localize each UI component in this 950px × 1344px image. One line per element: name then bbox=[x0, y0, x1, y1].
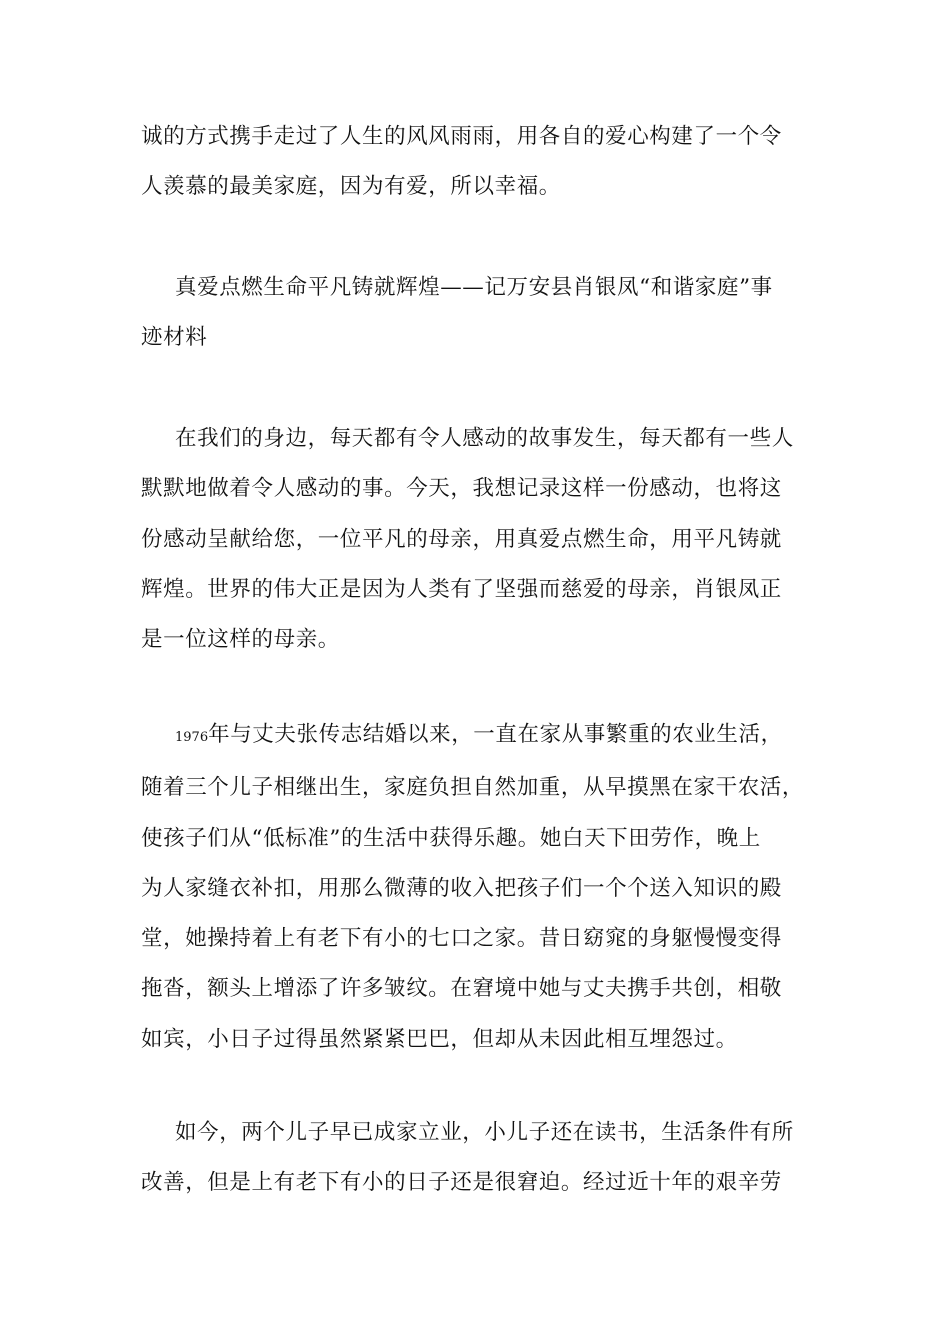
text-line: 是一位这样的母亲。 bbox=[141, 627, 340, 653]
text-line: 如宾，小日子过得虽然紧紧巴巴，但却从未因此相互埋怨过。 bbox=[141, 1026, 738, 1052]
text-line: 堂，她操持着上有老下有小的七口之家。昔日窈窕的身躯慢慢变得 bbox=[141, 926, 782, 952]
text-line: 默默地做着令人感动的事。今天，我想记录这样一份感动，也将这 bbox=[141, 476, 782, 502]
text-line: 辉煌。世界的伟大正是因为人类有了坚强而慈爱的母亲，肖银凤正 bbox=[141, 576, 782, 602]
paragraph-present bbox=[141, 1108, 811, 1209]
text-line: 份感动呈献给您，一位平凡的母亲，用真爱点燃生命，用平凡铸就 bbox=[141, 526, 782, 552]
text-line: 人羡慕的最美家庭，因为有爱，所以幸福。 bbox=[141, 174, 561, 200]
article-title bbox=[141, 263, 811, 364]
paragraph-intro-continuation bbox=[141, 112, 811, 213]
title-line: 迹材料 bbox=[141, 325, 208, 351]
text-line-rest: 年与丈夫张传志结婚以来，一直在家从事繁重的农业生活， bbox=[208, 722, 783, 747]
paragraph-1976 bbox=[141, 710, 811, 1065]
text-line: 随着三个儿子相继出生，家庭负担自然加重，从早摸黑在家干农活， bbox=[141, 775, 805, 801]
title-line: 真爱点燃生命平凡铸就辉煌——记万安县肖银凤“和谐家庭”事 bbox=[175, 275, 773, 300]
year-number: 1976 bbox=[175, 730, 209, 745]
text-line: 改善，但是上有老下有小的日子还是很窘迫。经过近十年的艰辛劳 bbox=[141, 1170, 782, 1196]
text-line bbox=[141, 710, 811, 763]
text-line: 诚的方式携手走过了人生的风风雨雨，用各自的爱心构建了一个令 bbox=[141, 124, 782, 149]
text-line: 使孩子们从“低标准”的生活中获得乐趣。她白天下田劳作，晚上 bbox=[141, 825, 761, 851]
paragraph-opening bbox=[141, 414, 811, 665]
text-line: 拖沓，额头上增添了许多皱纹。在窘境中她与丈夫携手共创，相敬 bbox=[141, 976, 782, 1002]
text-line: 如今，两个儿子早已成家立业，小儿子还在读书，生活条件有所 bbox=[175, 1120, 794, 1145]
text-line: 为人家缝衣补扣，用那么微薄的收入把孩子们一个个送入知识的殿 bbox=[141, 875, 782, 901]
text-line: 在我们的身边，每天都有令人感动的故事发生，每天都有一些人 bbox=[175, 426, 794, 451]
